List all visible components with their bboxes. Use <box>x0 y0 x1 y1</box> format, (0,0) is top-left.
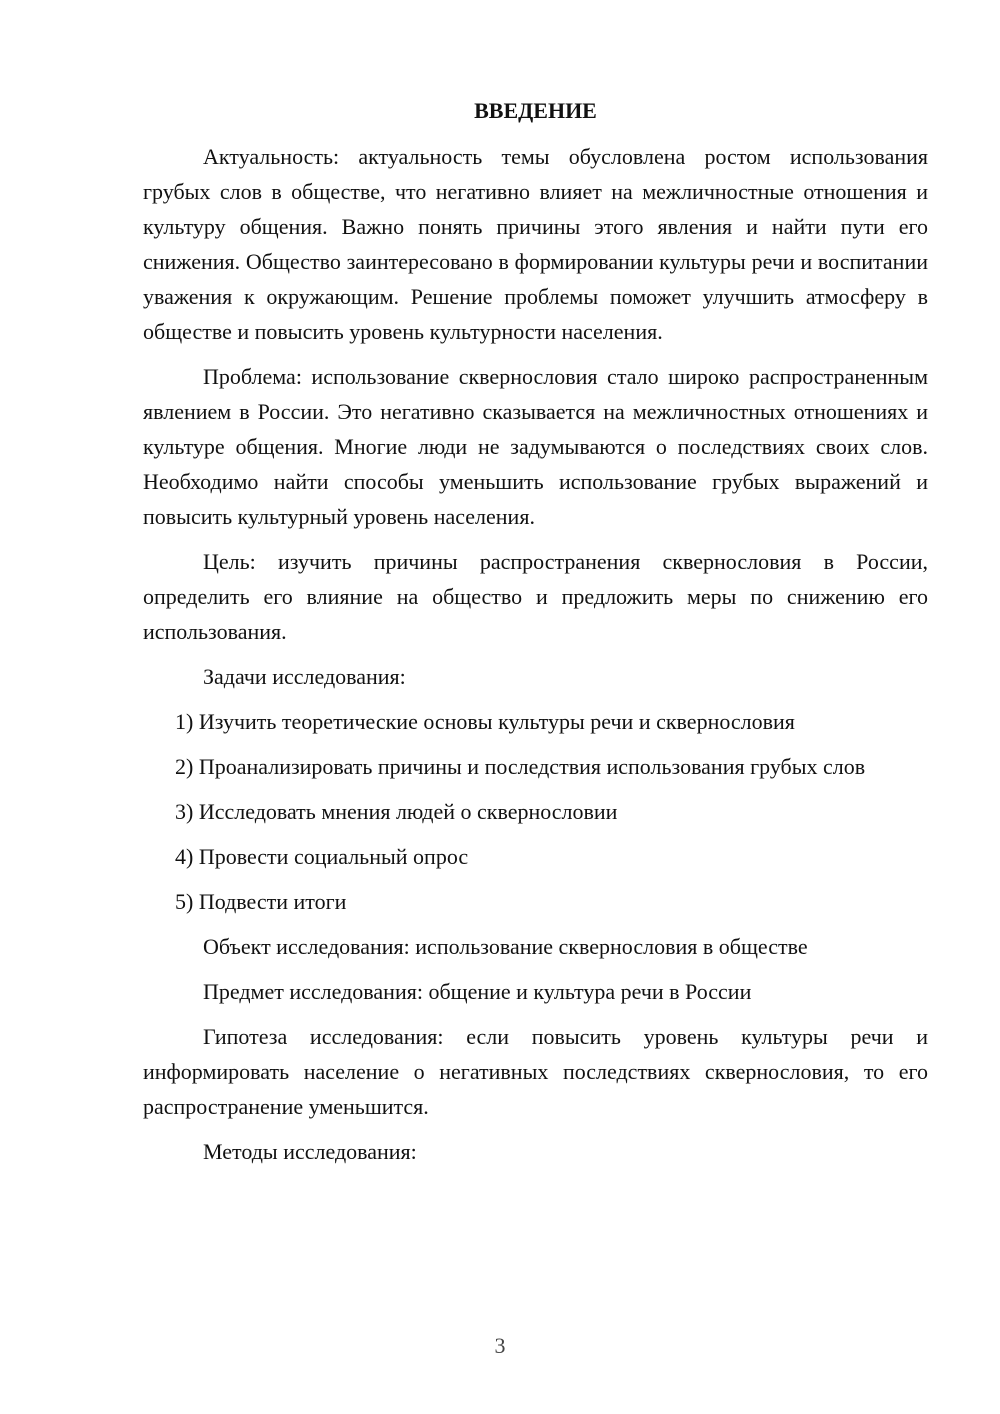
task-item-2: 2) Проанализировать причины и последствия использования грубых слов <box>175 754 866 779</box>
task-item-4: 4) Провести социальный опрос <box>175 844 469 869</box>
document-page <box>143 95 928 1179</box>
goal-paragraph: Цель: изучить причины распространения сквернословия в России, определить его влияние на общество и предложить меры по снижению его использования. <box>143 549 928 644</box>
problem-paragraph: Проблема: использование сквернословия стало широко распространенным явлением в России. Это негативно сказывается на межличностных отношениях и культуре общения. Многие люди не задумываются о последствиях своих слов. Необходимо найти способы уменьшить использование грубых выражений и повысить культурный уровень населения. <box>143 364 928 529</box>
subject-paragraph: Предмет исследования: общение и культура речи в России <box>203 979 752 1004</box>
task-item-1: 1) Изучить теоретические основы культуры речи и сквернословия <box>175 709 795 734</box>
hypothesis-paragraph: Гипотеза исследования: если повысить уровень культуры речи и информировать население о негативных последствиях сквернословия, то его распространение уменьшится. <box>143 1024 928 1119</box>
page-number: 3 <box>494 1333 506 1358</box>
tasks-heading: Задачи исследования: <box>203 664 406 689</box>
relevance-paragraph: Актуальность: актуальность темы обусловлена ростом использования грубых слов в обществе, что негативно влияет на межличностные отношения и культуру общения. Важно понять причины этого явления и найти пути его снижения. Общество заинтересовано в формировании культуры речи и воспитании уважения к окружающим. Решение проблемы поможет улучшить атмосферу в обществе и повысить уровень культурности населения. <box>143 144 928 344</box>
task-item-3: 3) Исследовать мнения людей о сквернословии <box>175 799 618 824</box>
page-title: ВВЕДЕНИЕ <box>474 98 597 123</box>
methods-heading: Методы исследования: <box>203 1139 417 1164</box>
object-paragraph: Объект исследования: использование сквернословия в обществе <box>203 934 808 959</box>
task-item-5: 5) Подвести итоги <box>175 889 347 914</box>
